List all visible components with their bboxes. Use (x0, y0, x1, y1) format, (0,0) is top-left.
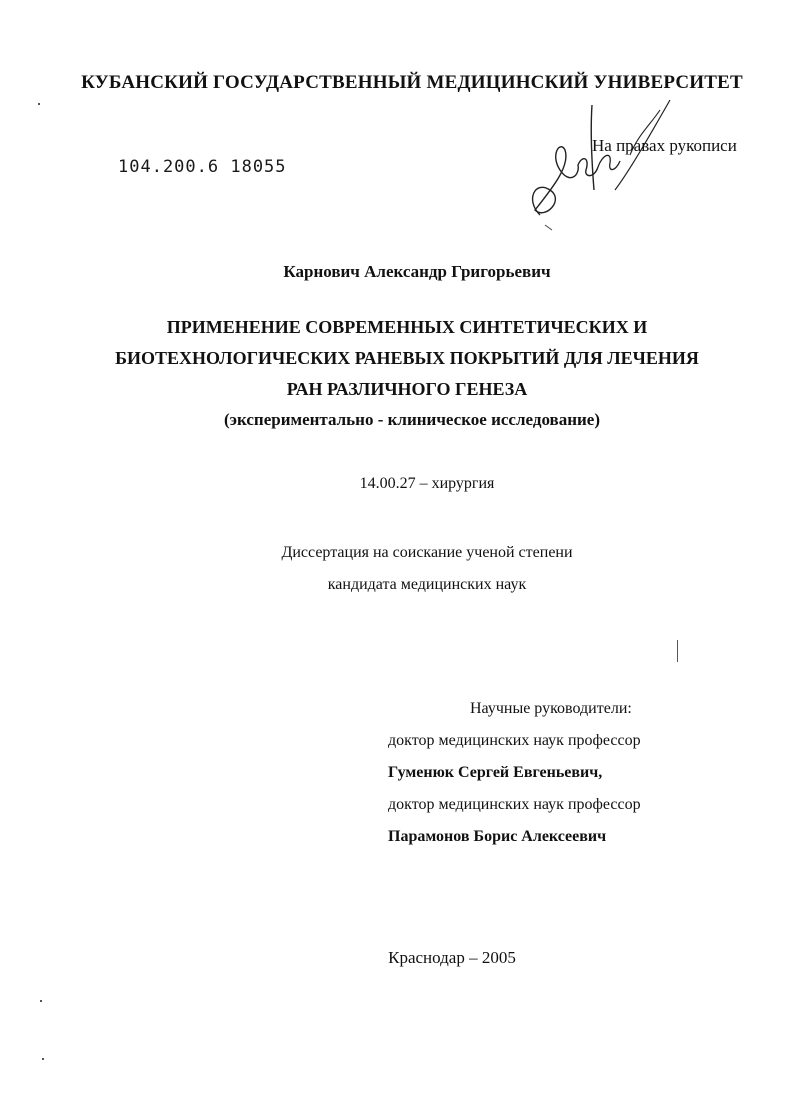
city-year: Краснодар – 2005 (388, 948, 516, 967)
university-name: КУБАНСКИЙ ГОСУДАРСТВЕННЫЙ МЕДИЦИНСКИЙ УНИВЕРСИТЕТ (81, 72, 743, 93)
scan-artifact (677, 640, 678, 662)
title-line: БИОТЕХНОЛОГИЧЕСКИХ РАНЕВЫХ ПОКРЫТИЙ ДЛЯ ЛЕЧЕНИЯ (115, 348, 699, 368)
handwritten-signature (520, 95, 700, 240)
supervisors-heading: Научные руководители: (470, 700, 632, 717)
dissertation-subtitle: (экспериментально - клиническое исследование) (224, 410, 600, 429)
author-name: Карнович Александр Григорьевич (283, 262, 551, 281)
manuscript-rights-note: На правах рукописи (592, 136, 737, 155)
supervisors-block (388, 693, 641, 853)
title-line: РАН РАЗЛИЧНОГО ГЕНЕЗА (286, 379, 528, 399)
degree-statement (0, 537, 794, 601)
degree-line: Диссертация на соискание ученой степени (281, 544, 573, 561)
supervisor-degree: доктор медицинских наук профессор (388, 732, 641, 749)
scan-artifact (40, 1000, 42, 1002)
title-line: ПРИМЕНЕНИЕ СОВРЕМЕННЫХ СИНТЕТИЧЕСКИХ И (166, 317, 648, 337)
scan-artifact (42, 1058, 44, 1060)
dissertation-title (0, 312, 794, 405)
registration-number: 104.200.6 18055 (118, 157, 287, 177)
scan-artifact (38, 103, 40, 105)
supervisor-name: Гуменюк Сергей Евгеньевич, (388, 764, 603, 781)
degree-line: кандидата медицинских наук (327, 576, 527, 593)
specialty-code: 14.00.27 – хирургия (359, 475, 495, 492)
supervisor-name: Парамонов Борис Алексеевич (388, 828, 607, 845)
supervisor-degree: доктор медицинских наук профессор (388, 796, 641, 813)
